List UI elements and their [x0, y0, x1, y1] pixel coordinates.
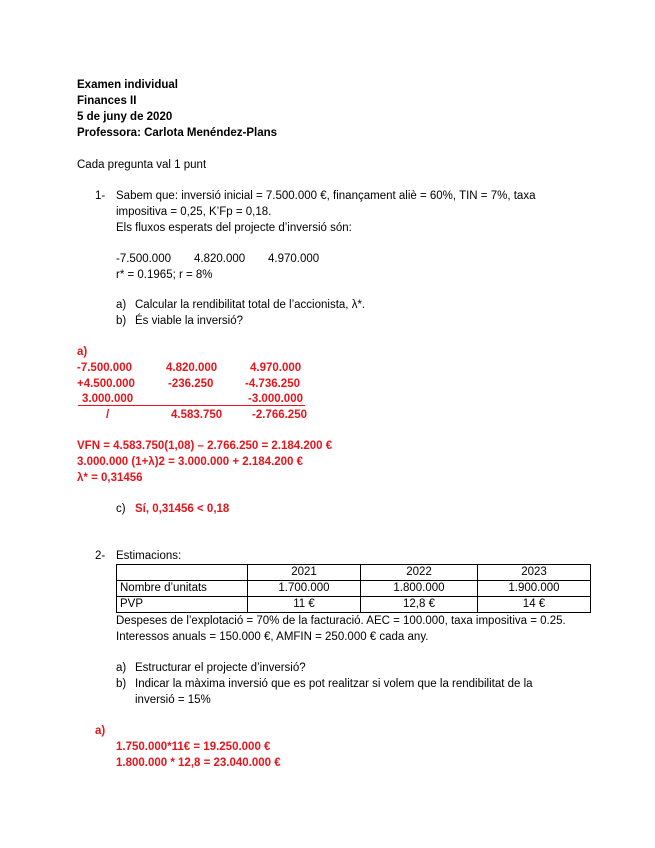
- answer1-r4-c2: 4.583.750: [171, 409, 223, 421]
- answer1-c-text: Sí, 0,31456 < 0,18: [135, 503, 230, 515]
- q1-b-label: b): [116, 315, 127, 327]
- answer2-label: a): [95, 725, 106, 737]
- answer1-r3-c1: 3.000.000: [82, 393, 134, 405]
- q1-b-text: És viable la inversió?: [135, 315, 244, 327]
- table-cell: 12,8 €: [361, 597, 478, 613]
- answer1-label: a): [77, 346, 88, 358]
- answer2-line-1: 1.750.000*11€ = 19.250.000 €: [116, 741, 271, 753]
- answer1-sum-line: [78, 405, 305, 406]
- q1-rates: r* = 0.1965; r = 8%: [116, 269, 213, 281]
- answer1-vfn: VFN = 4.583.750(1,08) – 2.766.250 = 2.184.200 €: [77, 440, 333, 452]
- q2-number: 2-: [95, 550, 106, 562]
- answer1-r1-c3: 4.970.000: [250, 362, 302, 374]
- table-cell: 1.700.000: [248, 581, 361, 597]
- q1-line-1: Sabem que: inversió inicial = 7.500.000 €, finançament aliè = 60%, TIN = 7%, taxa: [116, 190, 536, 202]
- q2-b-text-2: inversió = 15%: [135, 694, 211, 706]
- header-line-2: Finances II: [77, 95, 137, 107]
- q1-a-text: Calcular la rendibilitat total de l’accionista, λ*.: [135, 299, 366, 311]
- answer1-r1-c1: -7.500.000: [77, 362, 132, 374]
- answer1-r2-c3: -4.736.250: [245, 378, 300, 390]
- answer2-line-2: 1.800.000 * 12,8 = 23.040.000 €: [116, 757, 281, 769]
- header-line-3: 5 de juny de 2020: [77, 111, 173, 123]
- table-header-cell: 2023: [478, 565, 591, 581]
- table-cell: 1.900.000: [478, 581, 591, 597]
- q2-b-text-1: Indicar la màxima inversió que es pot realitzar si volem que la rendibilitat de la: [135, 678, 533, 690]
- table-row: [117, 581, 591, 597]
- answer1-equation: 3.000.000 (1+λ)2 = 3.000.000 + 2.184.200 €: [77, 456, 304, 468]
- table-row: [117, 597, 591, 613]
- answer1-r3-c3: -3.000.000: [248, 393, 303, 405]
- estimates-table: [116, 564, 591, 613]
- table-header-row: [117, 565, 591, 581]
- q1-flow-0: -7.500.000: [116, 253, 171, 265]
- answer1-lambda: λ* = 0,31456: [77, 472, 143, 484]
- answer1-r2-c2: -236.250: [168, 378, 214, 390]
- q2-title: Estimacions:: [116, 550, 182, 562]
- header-line-1: Examen individual: [77, 79, 178, 91]
- table-cell: PVP: [117, 597, 248, 613]
- answer1-r2-c1: +4.500.000: [77, 378, 135, 390]
- table-header-cell: [117, 565, 248, 581]
- table-cell: 14 €: [478, 597, 591, 613]
- intro-text: Cada pregunta val 1 punt: [77, 159, 207, 171]
- q1-flow-2: 4.970.000: [268, 253, 320, 265]
- q1-a-label: a): [116, 299, 127, 311]
- q1-line-2: impositiva = 0,25, K’Fp = 0,18.: [116, 206, 272, 218]
- answer1-r4-c3: -2.766.250: [252, 409, 307, 421]
- q2-line-2: Interessos anuals = 150.000 €, AMFIN = 250.000 € cada any.: [116, 631, 429, 643]
- q2-line-1: Despeses de l’explotació = 70% de la facturació. AEC = 100.000, taxa impositiva = 0.25.: [116, 615, 566, 627]
- q2-a-label: a): [116, 662, 127, 674]
- answer1-c-label: c): [116, 503, 126, 515]
- answer1-r4-c1: /: [106, 409, 110, 421]
- table-cell: Nombre d’unitats: [117, 581, 248, 597]
- answer1-r1-c2: 4.820.000: [166, 362, 218, 374]
- q1-number: 1-: [95, 190, 106, 202]
- table-cell: 11 €: [248, 597, 361, 613]
- q2-a-text: Estructurar el projecte d’inversió?: [135, 662, 306, 674]
- q1-flow-1: 4.820.000: [194, 253, 246, 265]
- table-header-cell: 2022: [361, 565, 478, 581]
- table-cell: 1.800.000: [361, 581, 478, 597]
- table-header-cell: 2021: [248, 565, 361, 581]
- q2-b-label: b): [116, 678, 127, 690]
- header-line-4: Professora: Carlota Menéndez-Plans: [77, 127, 278, 139]
- q1-line-3: Els fluxos esperats del projecte d’inversió són:: [116, 222, 352, 234]
